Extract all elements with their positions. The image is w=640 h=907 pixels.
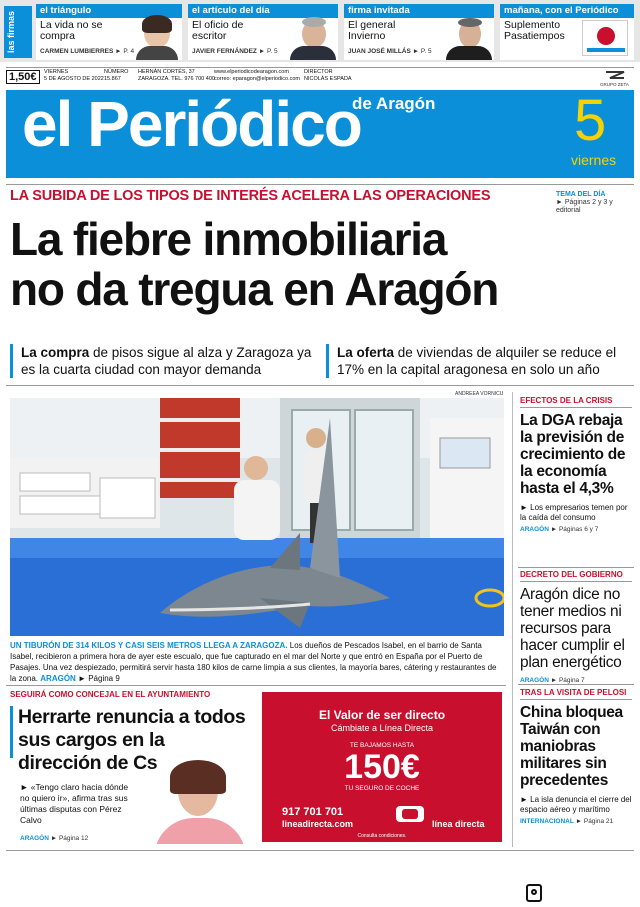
author-photo [446, 16, 492, 60]
lead-headline[interactable]: La fiebre inmobiliaria no da tregua en Aragón [10, 213, 499, 315]
herrarte-label: SEGUIRÁ COMO CONCEJAL EN EL AYUNTAMIENTO [10, 690, 211, 699]
newspaper-logo-region: de Aragón [352, 94, 436, 113]
column-label: firma invitada [344, 4, 494, 18]
ad-headline: El Valor de ser directo [318, 708, 446, 722]
side-text: ► Los empresarios temen por la caída del consumo [520, 503, 628, 522]
herrarte-quote: ► «Tengo claro hacia dónde no quiero ir», afirma tras sus últimas disputas con Pérez Calvo [20, 782, 129, 825]
day-number: 5 [574, 88, 607, 153]
top-column-4[interactable] [500, 4, 634, 60]
photo-credit: ANDREEA VORNICU [455, 391, 504, 397]
price: 1,50€ [6, 70, 40, 84]
ad-subline: Cámbiate a Línea Directa [330, 723, 434, 733]
divider [6, 184, 634, 185]
ad-brand: línea directa [432, 819, 485, 829]
number-block: NÚMERO 15.867 [104, 69, 129, 82]
advertisement[interactable] [262, 692, 502, 842]
column-headline: La vida no se compra [40, 19, 103, 42]
newspaper-logo[interactable]: el Periódico [22, 88, 361, 160]
lead-subhead-2: La oferta de viviendas de alquiler se reduce el 17% en la capital aragonesa en solo un año [326, 344, 632, 378]
ad-terms: Consulta condiciones. [357, 833, 407, 839]
photo-caption[interactable]: UN TIBURÓN DE 314 KILOS Y CASI SEIS METROS LLEGA A ZARAGOZA. Los dueños de Pescados Isabel, en el barrio de Santa Isabel, recibieron a primera hora de ayer este escualo, que fue capturado en el mar del Norte y que entró en España por el Puerto de Pasajes. Una vez despiezado, permitirá servir hasta 180 kilos de carne limpia a sus clientes, la mayoría bares, cátering y restaurantes de la zona. ARAGÓN ► Página 9 [10, 641, 497, 683]
column-label: el artículo del día [188, 4, 338, 18]
divider [6, 850, 634, 851]
lead-subhead-1: La compra de pisos sigue al alza y Zaragoza ya es la cuarta ciudad con mayor demanda [10, 344, 316, 378]
divider [6, 67, 634, 68]
side-text: ► La isla denuncia el cierre del espacio aéreo y marítimo [520, 795, 632, 814]
side-story-2[interactable] [520, 570, 632, 684]
column-divider [512, 392, 513, 847]
ad-phone[interactable]: 917 701 701 [282, 806, 344, 818]
web-block[interactable]: www.elperiodicodearagon.com correo: eparagon@elperiodico.com [214, 69, 300, 82]
side-story-1[interactable] [520, 396, 632, 533]
group-label: GRUPO ZETA [600, 82, 629, 87]
side-headline: China bloquea Taiwán con maniobras militares sin precedentes [520, 704, 623, 789]
column-headline: El oficio de escritor [192, 19, 244, 42]
side-page: ARAGÓN ► Páginas 6 y 7 [520, 526, 599, 533]
column-headline: El general Invierno [348, 19, 396, 42]
column-byline: CARMEN LUMBIERRES ► P. 4 [40, 48, 135, 55]
side-label: DECRETO DEL GOBIERNO [520, 570, 632, 582]
column-byline: JAVIER FERNÁNDEZ ► P. 5 [192, 48, 278, 55]
herrarte-photo [150, 760, 250, 844]
side-headline: Aragón dice no tener medios ni recursos para hacer cumplir el plan energético [520, 586, 625, 671]
side-page: INTERNACIONAL ► Página 21 [520, 818, 614, 825]
top-column-1[interactable] [36, 4, 182, 60]
tema-del-dia[interactable]: TEMA DEL DÍA ► Páginas 2 y 3 y editorial [556, 191, 613, 214]
address-block: HERNÁN CORTÉS, 37 ZARAGOZA. TEL. 976 700 400 [138, 69, 215, 82]
side-story-3[interactable] [520, 688, 632, 825]
herrarte-headline[interactable]: Herrarte renuncia a todos sus cargos en la dirección de Cs [18, 706, 246, 774]
author-photo [134, 16, 180, 60]
supplement-cover [582, 20, 628, 56]
divider [6, 385, 634, 386]
accent-bar [10, 706, 13, 758]
ad-amount: 150€ [344, 748, 420, 786]
date-block: VIERNES 5 DE AGOSTO DE 2022 [44, 69, 104, 82]
column-headline: Suplemento Pasatiempos [504, 19, 565, 42]
phone-icon [396, 806, 424, 822]
director-block: DIRECTOR NICOLÁS ESPADA [304, 69, 352, 82]
firmas-tag: las firmas [4, 6, 32, 58]
day-name: viernes [571, 152, 617, 168]
author-photo [290, 16, 336, 60]
top-column-2[interactable] [188, 4, 338, 60]
herrarte-page: ARAGÓN ► Página 12 [20, 835, 89, 842]
kiosko-badge-icon [526, 884, 542, 902]
side-headline: La DGA rebaja la previsión de crecimiento de la economía hasta el 4,3% [520, 412, 626, 497]
side-label: TRAS LA VISITA DE PELOSI [520, 688, 632, 700]
ad-offer-outro: TU SEGURO DE COCHE [344, 785, 420, 792]
lead-kicker: LA SUBIDA DE LOS TIPOS DE INTERÉS ACELERA LAS OPERACIONES [10, 188, 491, 204]
top-column-3[interactable] [344, 4, 494, 60]
side-page: ARAGÓN ► Página 7 [520, 677, 585, 684]
divider [518, 567, 634, 568]
column-label: el triángulo [36, 4, 182, 18]
ad-offer-intro: TE BAJAMOS HASTA [349, 742, 415, 749]
ad-web[interactable]: lineadirecta.com [282, 819, 354, 829]
side-label: EFECTOS DE LA CRISIS [520, 396, 632, 408]
divider [6, 685, 506, 686]
column-byline: JUAN JOSÉ MILLÁS ► P. 5 [348, 48, 432, 55]
divider [518, 684, 634, 685]
shark-photo[interactable] [10, 398, 504, 636]
grupo-zeta-logo-icon [604, 68, 626, 80]
column-label: mañana, con el Periódico [500, 4, 634, 18]
